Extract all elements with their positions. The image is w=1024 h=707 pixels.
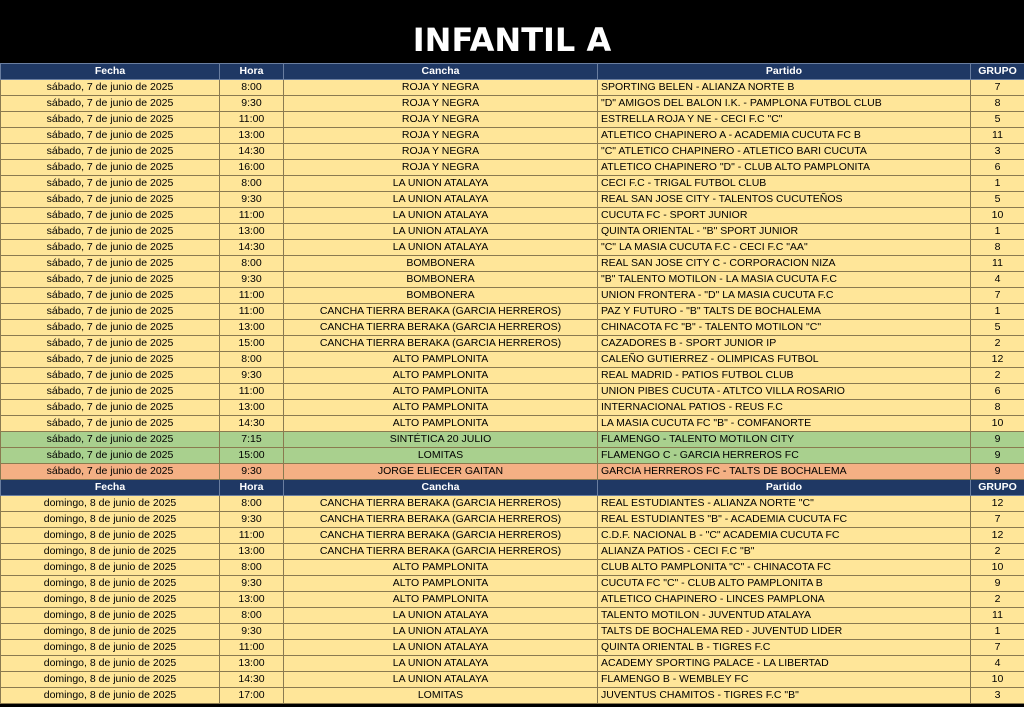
fecha-cell: sábado, 7 de junio de 2025 xyxy=(1,80,220,96)
cancha-cell: LA UNION ATALAYA xyxy=(284,192,598,208)
hora-cell: 11:00 xyxy=(220,528,284,544)
partido-cell: FLAMENGO C - GARCIA HERREROS FC xyxy=(598,448,971,464)
partido-cell: INTERNACIONAL PATIOS - REUS F.C xyxy=(598,400,971,416)
cancha-cell: CANCHA TIERRA BERAKA (GARCIA HERREROS) xyxy=(284,496,598,512)
cancha-cell: ROJA Y NEGRA xyxy=(284,128,598,144)
hora-cell: 17:00 xyxy=(220,688,284,704)
cancha-cell: ALTO PAMPLONITA xyxy=(284,592,598,608)
grupo-cell: 10 xyxy=(971,416,1024,432)
fecha-cell: domingo, 8 de junio de 2025 xyxy=(1,576,220,592)
table-row xyxy=(1,144,1024,160)
column-header-grupo: GRUPO xyxy=(971,64,1024,80)
grupo-cell: 8 xyxy=(971,400,1024,416)
partido-cell: PAZ Y FUTURO - "B" TALTS DE BOCHALEMA xyxy=(598,304,971,320)
hora-cell: 13:00 xyxy=(220,592,284,608)
table-row xyxy=(1,80,1024,96)
grupo-cell: 7 xyxy=(971,512,1024,528)
partido-cell: C.D.F. NACIONAL B - "C" ACADEMIA CUCUTA FC xyxy=(598,528,971,544)
fecha-cell: domingo, 8 de junio de 2025 xyxy=(1,592,220,608)
cancha-cell: CANCHA TIERRA BERAKA (GARCIA HERREROS) xyxy=(284,528,598,544)
table-row xyxy=(1,608,1024,624)
grupo-cell: 4 xyxy=(971,656,1024,672)
column-header-cancha: Cancha xyxy=(284,480,598,496)
column-header-cancha: Cancha xyxy=(284,64,598,80)
partido-cell: ACADEMY SPORTING PALACE - LA LIBERTAD xyxy=(598,656,971,672)
hora-cell: 16:00 xyxy=(220,160,284,176)
cancha-cell: LA UNION ATALAYA xyxy=(284,608,598,624)
fecha-cell: domingo, 8 de junio de 2025 xyxy=(1,512,220,528)
fecha-cell: domingo, 8 de junio de 2025 xyxy=(1,672,220,688)
hora-cell: 8:00 xyxy=(220,256,284,272)
cancha-cell: CANCHA TIERRA BERAKA (GARCIA HERREROS) xyxy=(284,304,598,320)
hora-cell: 11:00 xyxy=(220,384,284,400)
grupo-cell: 12 xyxy=(971,528,1024,544)
cancha-cell: CANCHA TIERRA BERAKA (GARCIA HERREROS) xyxy=(284,320,598,336)
table-row xyxy=(1,672,1024,688)
hora-cell: 13:00 xyxy=(220,544,284,560)
cancha-cell: LA UNION ATALAYA xyxy=(284,672,598,688)
hora-cell: 9:30 xyxy=(220,464,284,480)
table-row xyxy=(1,272,1024,288)
hora-cell: 11:00 xyxy=(220,288,284,304)
grupo-cell: 5 xyxy=(971,112,1024,128)
partido-cell: GARCIA HERREROS FC - TALTS DE BOCHALEMA xyxy=(598,464,971,480)
fecha-cell: domingo, 8 de junio de 2025 xyxy=(1,624,220,640)
table-row xyxy=(1,528,1024,544)
table-row xyxy=(1,240,1024,256)
hora-cell: 11:00 xyxy=(220,112,284,128)
grupo-cell: 7 xyxy=(971,288,1024,304)
grupo-cell: 11 xyxy=(971,608,1024,624)
fecha-cell: sábado, 7 de junio de 2025 xyxy=(1,304,220,320)
partido-cell: REAL ESTUDIANTES "B" - ACADEMIA CUCUTA FC xyxy=(598,512,971,528)
partido-cell: CLUB ALTO PAMPLONITA "C" - CHINACOTA FC xyxy=(598,560,971,576)
partido-cell: CAZADORES B - SPORT JUNIOR IP xyxy=(598,336,971,352)
fecha-cell: sábado, 7 de junio de 2025 xyxy=(1,96,220,112)
hora-cell: 13:00 xyxy=(220,224,284,240)
cancha-cell: LA UNION ATALAYA xyxy=(284,176,598,192)
table-row xyxy=(1,416,1024,432)
hora-cell: 15:00 xyxy=(220,336,284,352)
cancha-cell: BOMBONERA xyxy=(284,272,598,288)
cancha-cell: JORGE ELIECER GAITAN xyxy=(284,464,598,480)
table-row xyxy=(1,192,1024,208)
partido-cell: REAL SAN JOSE CITY C - CORPORACION NIZA xyxy=(598,256,971,272)
grupo-cell: 12 xyxy=(971,352,1024,368)
cancha-cell: LA UNION ATALAYA xyxy=(284,656,598,672)
hora-cell: 9:30 xyxy=(220,192,284,208)
table-row xyxy=(1,384,1024,400)
table-row xyxy=(1,352,1024,368)
hora-cell: 8:00 xyxy=(220,80,284,96)
hora-cell: 9:30 xyxy=(220,512,284,528)
grupo-cell: 9 xyxy=(971,464,1024,480)
grupo-cell: 1 xyxy=(971,176,1024,192)
cancha-cell: LOMITAS xyxy=(284,448,598,464)
partido-cell: REAL SAN JOSE CITY - TALENTOS CUCUTEÑOS xyxy=(598,192,971,208)
fecha-cell: sábado, 7 de junio de 2025 xyxy=(1,256,220,272)
grupo-cell: 5 xyxy=(971,320,1024,336)
cancha-cell: ROJA Y NEGRA xyxy=(284,160,598,176)
table-row xyxy=(1,432,1024,448)
fecha-cell: sábado, 7 de junio de 2025 xyxy=(1,240,220,256)
fecha-cell: sábado, 7 de junio de 2025 xyxy=(1,288,220,304)
fecha-cell: sábado, 7 de junio de 2025 xyxy=(1,128,220,144)
schedule-table xyxy=(0,63,1024,704)
hora-cell: 11:00 xyxy=(220,208,284,224)
cancha-cell: LA UNION ATALAYA xyxy=(284,240,598,256)
grupo-cell: 6 xyxy=(971,384,1024,400)
fecha-cell: sábado, 7 de junio de 2025 xyxy=(1,400,220,416)
hora-cell: 8:00 xyxy=(220,176,284,192)
grupo-cell: 2 xyxy=(971,592,1024,608)
hora-cell: 14:30 xyxy=(220,240,284,256)
cancha-cell: LA UNION ATALAYA xyxy=(284,624,598,640)
fecha-cell: domingo, 8 de junio de 2025 xyxy=(1,656,220,672)
grupo-cell: 6 xyxy=(971,160,1024,176)
header-row xyxy=(1,480,1024,496)
partido-cell: UNION PIBES CUCUTA - ATLTCO VILLA ROSARIO xyxy=(598,384,971,400)
table-row xyxy=(1,288,1024,304)
fecha-cell: sábado, 7 de junio de 2025 xyxy=(1,192,220,208)
fecha-cell: sábado, 7 de junio de 2025 xyxy=(1,144,220,160)
partido-cell: CALEÑO GUTIERREZ - OLIMPICAS FUTBOL xyxy=(598,352,971,368)
table-row xyxy=(1,624,1024,640)
partido-cell: ATLETICO CHAPINERO "D" - CLUB ALTO PAMPLONITA xyxy=(598,160,971,176)
table-row xyxy=(1,512,1024,528)
partido-cell: REAL ESTUDIANTES - ALIANZA NORTE "C" xyxy=(598,496,971,512)
fecha-cell: domingo, 8 de junio de 2025 xyxy=(1,528,220,544)
fecha-cell: sábado, 7 de junio de 2025 xyxy=(1,272,220,288)
grupo-cell: 10 xyxy=(971,672,1024,688)
grupo-cell: 1 xyxy=(971,624,1024,640)
hora-cell: 9:30 xyxy=(220,272,284,288)
grupo-cell: 9 xyxy=(971,432,1024,448)
cancha-cell: ROJA Y NEGRA xyxy=(284,144,598,160)
partido-cell: CUCUTA FC "C" - CLUB ALTO PAMPLONITA B xyxy=(598,576,971,592)
grupo-cell: 10 xyxy=(971,208,1024,224)
cancha-cell: BOMBONERA xyxy=(284,288,598,304)
grupo-cell: 8 xyxy=(971,96,1024,112)
cancha-cell: LA UNION ATALAYA xyxy=(284,640,598,656)
partido-cell: SPORTING BELEN - ALIANZA NORTE B xyxy=(598,80,971,96)
column-header-hora: Hora xyxy=(220,480,284,496)
fecha-cell: sábado, 7 de junio de 2025 xyxy=(1,176,220,192)
fecha-cell: domingo, 8 de junio de 2025 xyxy=(1,496,220,512)
grupo-cell: 3 xyxy=(971,144,1024,160)
table-row xyxy=(1,464,1024,480)
cancha-cell: SINTÉTICA 20 JULIO xyxy=(284,432,598,448)
hora-cell: 9:30 xyxy=(220,96,284,112)
fecha-cell: sábado, 7 de junio de 2025 xyxy=(1,208,220,224)
hora-cell: 8:00 xyxy=(220,560,284,576)
hora-cell: 11:00 xyxy=(220,304,284,320)
table-row xyxy=(1,544,1024,560)
table-row xyxy=(1,592,1024,608)
column-header-partido: Partido xyxy=(598,480,971,496)
partido-cell: TALENTO MOTILON - JUVENTUD ATALAYA xyxy=(598,608,971,624)
partido-cell: FLAMENGO - TALENTO MOTILON CITY xyxy=(598,432,971,448)
hora-cell: 14:30 xyxy=(220,672,284,688)
hora-cell: 8:00 xyxy=(220,352,284,368)
cancha-cell: ALTO PAMPLONITA xyxy=(284,560,598,576)
page-title: INFANTIL A xyxy=(0,0,1024,63)
grupo-cell: 10 xyxy=(971,560,1024,576)
grupo-cell: 7 xyxy=(971,80,1024,96)
hora-cell: 11:00 xyxy=(220,640,284,656)
table-row xyxy=(1,336,1024,352)
column-header-partido: Partido xyxy=(598,64,971,80)
partido-cell: "B" TALENTO MOTILON - LA MASIA CUCUTA F.C xyxy=(598,272,971,288)
table-row xyxy=(1,688,1024,704)
cancha-cell: ALTO PAMPLONITA xyxy=(284,400,598,416)
cancha-cell: ALTO PAMPLONITA xyxy=(284,384,598,400)
cancha-cell: CANCHA TIERRA BERAKA (GARCIA HERREROS) xyxy=(284,336,598,352)
cancha-cell: ALTO PAMPLONITA xyxy=(284,368,598,384)
column-header-grupo: GRUPO xyxy=(971,480,1024,496)
cancha-cell: ALTO PAMPLONITA xyxy=(284,352,598,368)
table-row xyxy=(1,560,1024,576)
fecha-cell: domingo, 8 de junio de 2025 xyxy=(1,640,220,656)
header-row xyxy=(1,64,1024,80)
grupo-cell: 11 xyxy=(971,128,1024,144)
table-row xyxy=(1,112,1024,128)
hora-cell: 13:00 xyxy=(220,320,284,336)
cancha-cell: ROJA Y NEGRA xyxy=(284,80,598,96)
column-header-fecha: Fecha xyxy=(1,480,220,496)
grupo-cell: 9 xyxy=(971,576,1024,592)
column-header-hora: Hora xyxy=(220,64,284,80)
partido-cell: TALTS DE BOCHALEMA RED - JUVENTUD LIDER xyxy=(598,624,971,640)
table-row xyxy=(1,576,1024,592)
partido-cell: ATLETICO CHAPINERO A - ACADEMIA CUCUTA FC B xyxy=(598,128,971,144)
fecha-cell: domingo, 8 de junio de 2025 xyxy=(1,560,220,576)
hora-cell: 9:30 xyxy=(220,368,284,384)
partido-cell: CUCUTA FC - SPORT JUNIOR xyxy=(598,208,971,224)
table-row xyxy=(1,400,1024,416)
table-row xyxy=(1,656,1024,672)
fecha-cell: domingo, 8 de junio de 2025 xyxy=(1,544,220,560)
partido-cell: ATLETICO CHAPINERO - LINCES PAMPLONA xyxy=(598,592,971,608)
hora-cell: 8:00 xyxy=(220,496,284,512)
cancha-cell: CANCHA TIERRA BERAKA (GARCIA HERREROS) xyxy=(284,512,598,528)
partido-cell: CHINACOTA FC "B" - TALENTO MOTILON "C" xyxy=(598,320,971,336)
fecha-cell: sábado, 7 de junio de 2025 xyxy=(1,432,220,448)
fecha-cell: sábado, 7 de junio de 2025 xyxy=(1,336,220,352)
grupo-cell: 3 xyxy=(971,688,1024,704)
table-row xyxy=(1,304,1024,320)
grupo-cell: 8 xyxy=(971,240,1024,256)
partido-cell: JUVENTUS CHAMITOS - TIGRES F.C "B" xyxy=(598,688,971,704)
table-row xyxy=(1,448,1024,464)
grupo-cell: 2 xyxy=(971,336,1024,352)
fecha-cell: sábado, 7 de junio de 2025 xyxy=(1,416,220,432)
partido-cell: LA MASIA CUCUTA FC "B" - COMFANORTE xyxy=(598,416,971,432)
cancha-cell: LOMITAS xyxy=(284,688,598,704)
table-row xyxy=(1,160,1024,176)
table-row xyxy=(1,320,1024,336)
grupo-cell: 11 xyxy=(971,256,1024,272)
partido-cell: QUINTA ORIENTAL B - TIGRES F.C xyxy=(598,640,971,656)
grupo-cell: 2 xyxy=(971,368,1024,384)
cancha-cell: LA UNION ATALAYA xyxy=(284,224,598,240)
hora-cell: 9:30 xyxy=(220,624,284,640)
fecha-cell: sábado, 7 de junio de 2025 xyxy=(1,352,220,368)
grupo-cell: 4 xyxy=(971,272,1024,288)
table-row xyxy=(1,208,1024,224)
fecha-cell: sábado, 7 de junio de 2025 xyxy=(1,448,220,464)
grupo-cell: 1 xyxy=(971,304,1024,320)
hora-cell: 13:00 xyxy=(220,128,284,144)
table-row xyxy=(1,640,1024,656)
cancha-cell: ALTO PAMPLONITA xyxy=(284,576,598,592)
cancha-cell: ALTO PAMPLONITA xyxy=(284,416,598,432)
fecha-cell: sábado, 7 de junio de 2025 xyxy=(1,112,220,128)
cancha-cell: CANCHA TIERRA BERAKA (GARCIA HERREROS) xyxy=(284,544,598,560)
grupo-cell: 5 xyxy=(971,192,1024,208)
hora-cell: 7:15 xyxy=(220,432,284,448)
fecha-cell: sábado, 7 de junio de 2025 xyxy=(1,464,220,480)
partido-cell: "C" ATLETICO CHAPINERO - ATLETICO BARI CUCUTA xyxy=(598,144,971,160)
partido-cell: REAL MADRID - PATIOS FUTBOL CLUB xyxy=(598,368,971,384)
grupo-cell: 1 xyxy=(971,224,1024,240)
table-row xyxy=(1,176,1024,192)
grupo-cell: 9 xyxy=(971,448,1024,464)
hora-cell: 15:00 xyxy=(220,448,284,464)
fecha-cell: sábado, 7 de junio de 2025 xyxy=(1,160,220,176)
fecha-cell: sábado, 7 de junio de 2025 xyxy=(1,320,220,336)
table-row xyxy=(1,496,1024,512)
grupo-cell: 2 xyxy=(971,544,1024,560)
fecha-cell: domingo, 8 de junio de 2025 xyxy=(1,688,220,704)
table-row xyxy=(1,224,1024,240)
table-row xyxy=(1,368,1024,384)
partido-cell: ESTRELLA ROJA Y NE - CECI F.C "C" xyxy=(598,112,971,128)
cancha-cell: ROJA Y NEGRA xyxy=(284,112,598,128)
fecha-cell: sábado, 7 de junio de 2025 xyxy=(1,384,220,400)
hora-cell: 8:00 xyxy=(220,608,284,624)
cancha-cell: BOMBONERA xyxy=(284,256,598,272)
table-row xyxy=(1,128,1024,144)
partido-cell: "D" AMIGOS DEL BALON I.K. - PAMPLONA FUTBOL CLUB xyxy=(598,96,971,112)
cancha-cell: LA UNION ATALAYA xyxy=(284,208,598,224)
table-row xyxy=(1,96,1024,112)
column-header-fecha: Fecha xyxy=(1,64,220,80)
partido-cell: FLAMENGO B - WEMBLEY FC xyxy=(598,672,971,688)
hora-cell: 14:30 xyxy=(220,144,284,160)
fecha-cell: sábado, 7 de junio de 2025 xyxy=(1,224,220,240)
partido-cell: "C" LA MASIA CUCUTA F.C - CECI F.C "AA" xyxy=(598,240,971,256)
grupo-cell: 7 xyxy=(971,640,1024,656)
table-row xyxy=(1,256,1024,272)
fecha-cell: sábado, 7 de junio de 2025 xyxy=(1,368,220,384)
hora-cell: 13:00 xyxy=(220,400,284,416)
partido-cell: ALIANZA PATIOS - CECI F.C "B" xyxy=(598,544,971,560)
partido-cell: QUINTA ORIENTAL - "B" SPORT JUNIOR xyxy=(598,224,971,240)
hora-cell: 9:30 xyxy=(220,576,284,592)
partido-cell: CECI F.C - TRIGAL FUTBOL CLUB xyxy=(598,176,971,192)
partido-cell: UNION FRONTERA - "D" LA MASIA CUCUTA F.C xyxy=(598,288,971,304)
hora-cell: 14:30 xyxy=(220,416,284,432)
fecha-cell: domingo, 8 de junio de 2025 xyxy=(1,608,220,624)
grupo-cell: 12 xyxy=(971,496,1024,512)
hora-cell: 13:00 xyxy=(220,656,284,672)
cancha-cell: ROJA Y NEGRA xyxy=(284,96,598,112)
